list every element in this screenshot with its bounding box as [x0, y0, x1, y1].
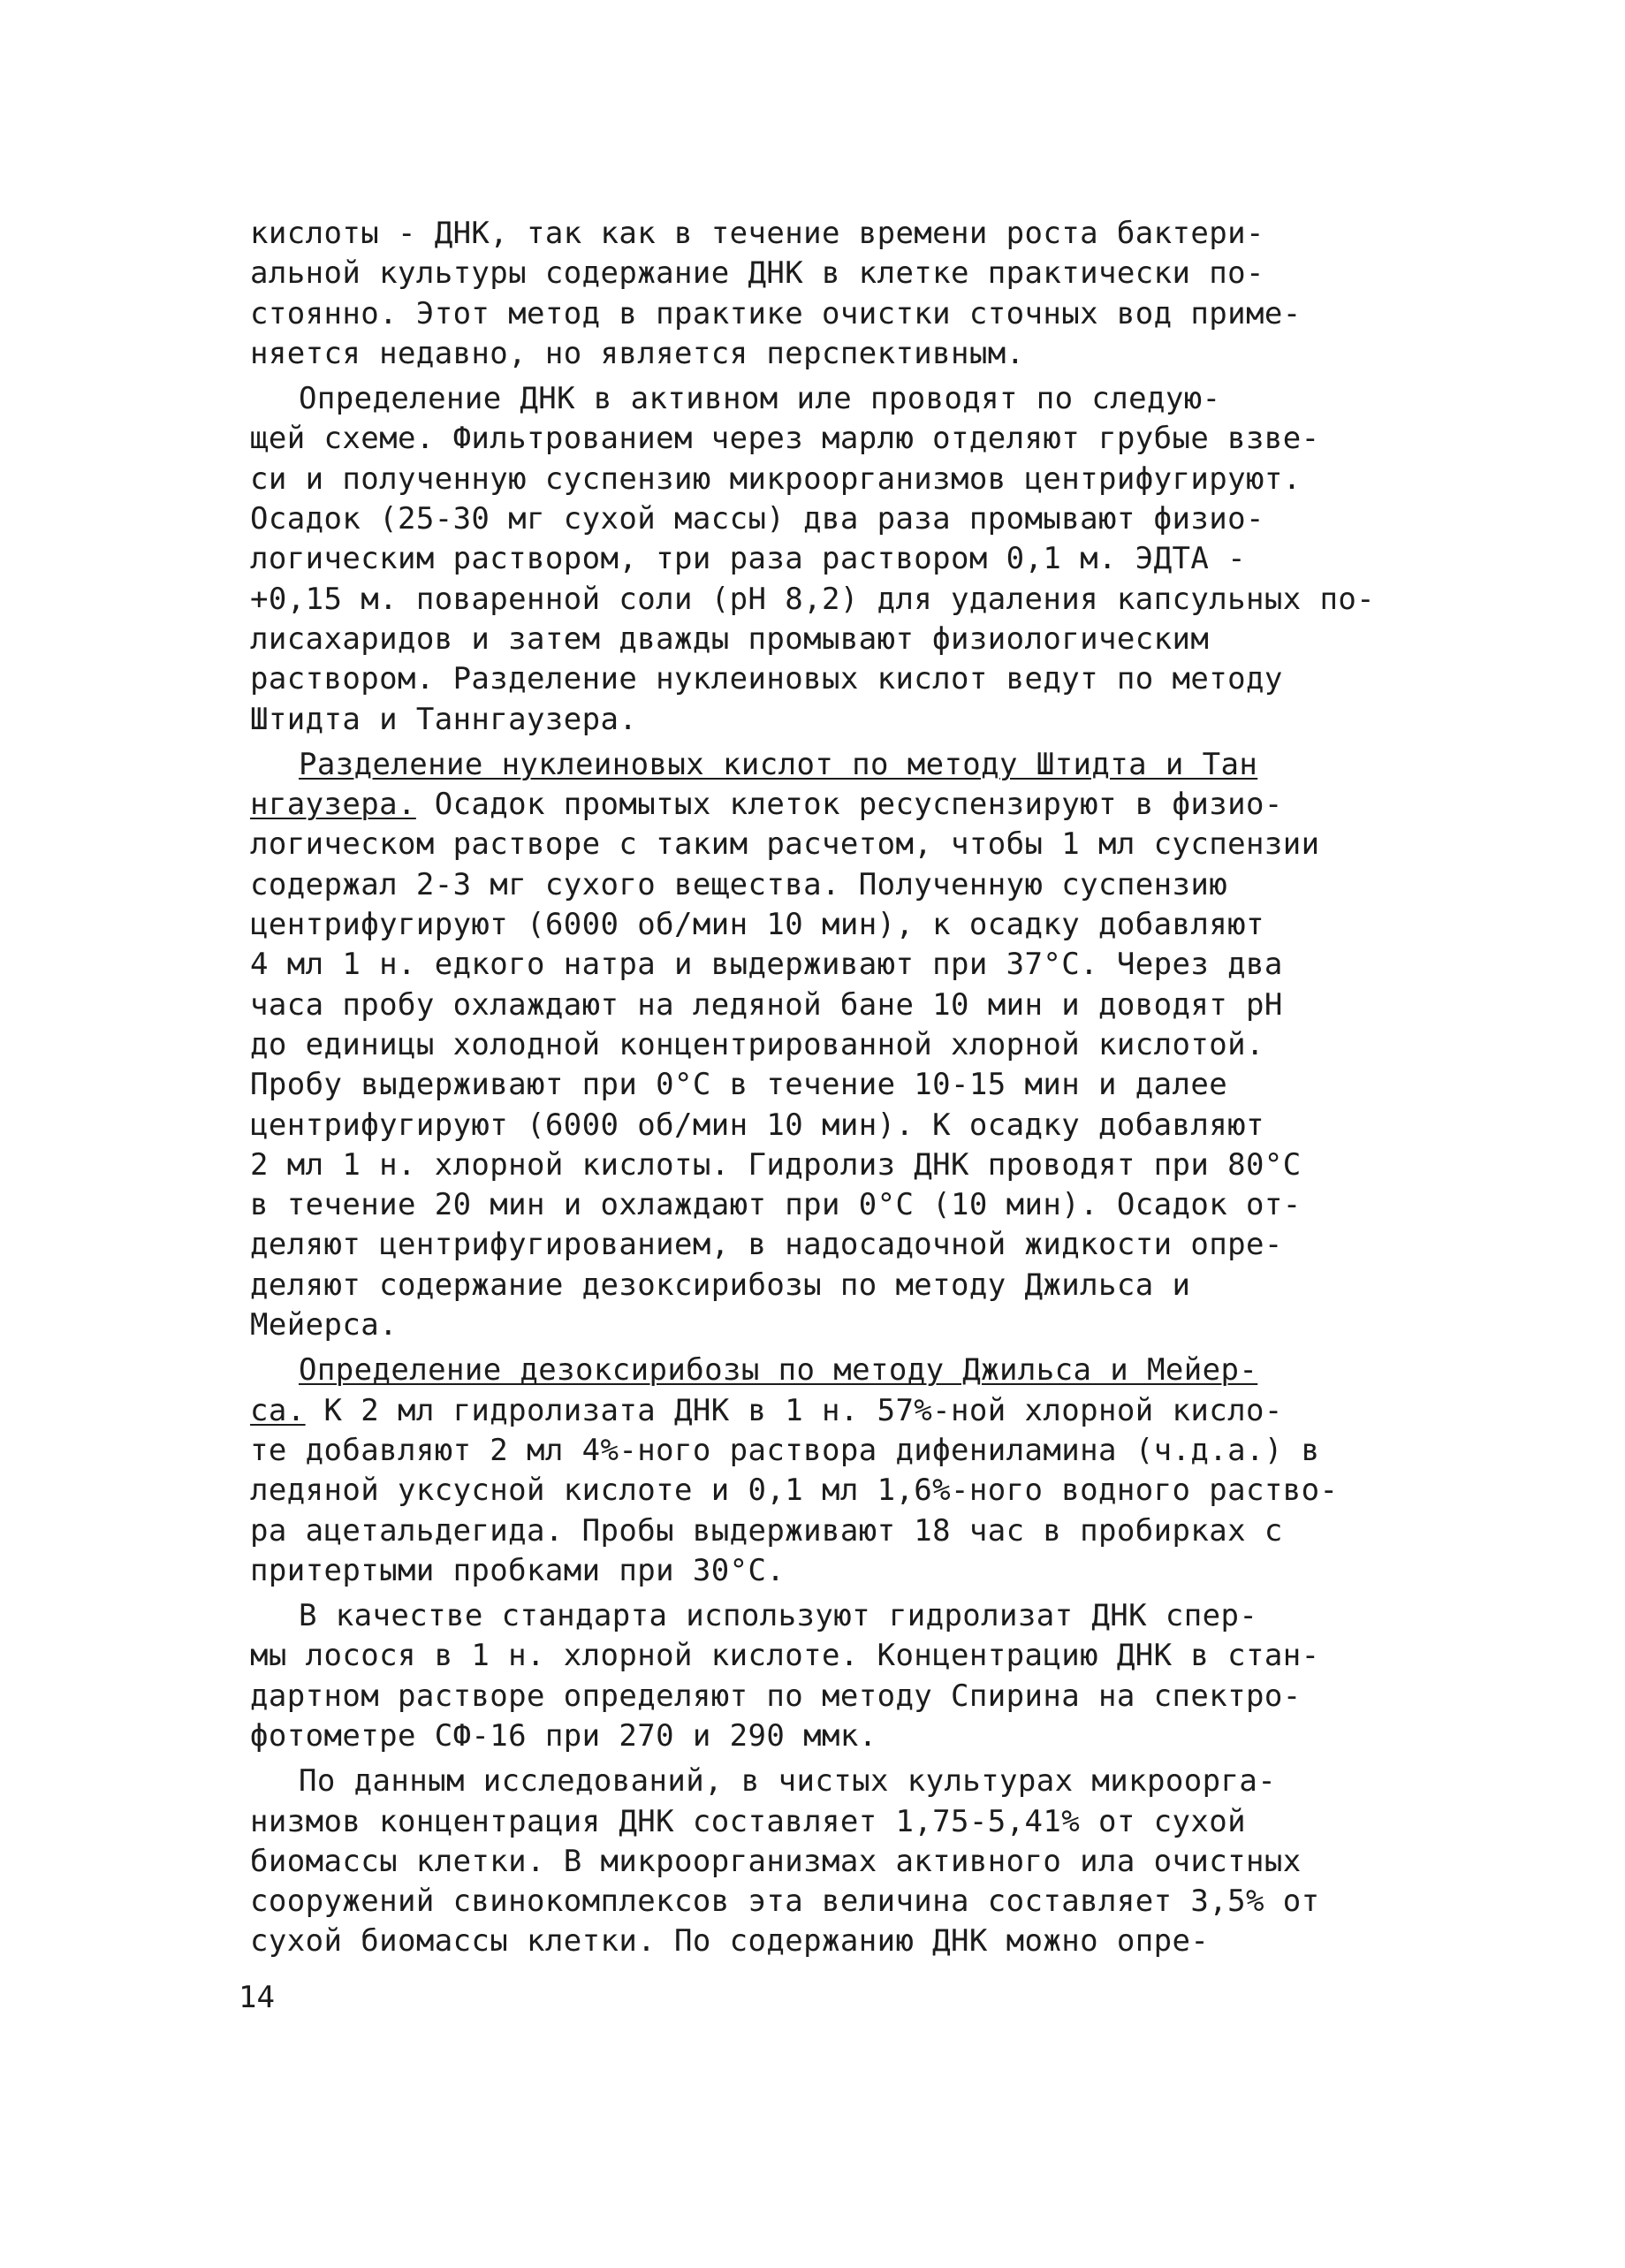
- text-line: деляют центрифугированием, в надосадочной жидкости опре-: [250, 1227, 1283, 1263]
- text-line: [250, 1391, 1390, 1431]
- text-line: деляют содержание дезоксирибозы по методу Джильса и: [250, 1267, 1191, 1303]
- paragraph-standard-solution: [250, 1596, 1390, 1756]
- text-line: притертыми пробками при 30°С.: [250, 1552, 786, 1588]
- text-line: По данным исследований, в чистых культурах микроорга-: [299, 1763, 1277, 1800]
- text-line: щей схеме. Фильтрованием через марлю отделяют грубые взве-: [250, 421, 1320, 457]
- text-line: кислоты - ДНК, так как в течение времени роста бактери-: [250, 216, 1264, 251]
- body-text: [250, 214, 1390, 1967]
- page-number: 14: [239, 1980, 275, 2015]
- section-heading: Определение дезоксирибозы по методу Джильса и Мейер-: [299, 1352, 1258, 1389]
- paragraph-dna-method-intro: [250, 214, 1390, 374]
- text-line-rest: К 2 мл гидролизата ДНК в 1 н. 57%-ной хлорной кисло-: [305, 1392, 1283, 1428]
- text-line: сухой биомассы клетки. По содержанию ДНК можно опре-: [250, 1923, 1210, 1960]
- section-heading-continuation: са.: [250, 1392, 306, 1428]
- text-line: мы лосося в 1 н. хлорной кислоте. Концентрацию ДНК в стан-: [250, 1638, 1320, 1674]
- text-line: Штидта и Таннгаузера.: [250, 701, 638, 737]
- text-line: Мейерса.: [250, 1307, 398, 1343]
- text-line: ра ацетальдегида. Пробы выдерживают 18 час в пробирках с: [250, 1512, 1283, 1549]
- text-line: содержал 2-3 мг сухого вещества. Полученную суспензию: [250, 866, 1228, 902]
- section-heading-line: [250, 1351, 1390, 1390]
- section-heading: Разделение нуклеиновых кислот по методу Штидта и Тан: [299, 746, 1258, 782]
- text-line: дартном растворе определяют по методу Спирина на спектро-: [250, 1678, 1302, 1714]
- text-line: в течение 20 мин и охлаждают при 0°С (10 мин). Осадок от-: [250, 1187, 1302, 1223]
- text-line: Определение ДНК в активном иле проводят по следую-: [299, 381, 1221, 417]
- text-line: 2 мл 1 н. хлорной кислоты. Гидролиз ДНК проводят при 80°С: [250, 1146, 1302, 1183]
- text-line: раствором. Разделение нуклеиновых кислот ведут по методу: [250, 661, 1283, 697]
- text-line: биомассы клетки. В микроорганизмах активного ила очистных: [250, 1843, 1302, 1879]
- text-line-rest: Осадок промытых клеток ресуспензируют в физио-: [415, 787, 1283, 823]
- text-line: сооружений свинокомплексов эта величина составляет 3,5% от: [250, 1884, 1320, 1920]
- text-line: низмов концентрация ДНК составляет 1,75-5,41% от сухой: [250, 1803, 1246, 1839]
- text-line: [250, 785, 1390, 825]
- text-line: логическом растворе с таким расчетом, чтобы 1 мл суспензии: [250, 826, 1320, 863]
- text-line: центрифугируют (6000 об/мин 10 мин). К осадку добавляют: [250, 1107, 1264, 1143]
- paragraph-schmidt-thannhauser-method: [250, 745, 1390, 1345]
- text-line: няется недавно, но является перспективным.: [250, 335, 1025, 371]
- text-line: +0,15 м. поваренной соли (pH 8,2) для удаления капсульных по-: [250, 581, 1376, 617]
- paragraph-dna-concentration-data: [250, 1762, 1390, 1961]
- paragraph-dische-deoxyribose-method: [250, 1351, 1390, 1591]
- text-line: альной культуры содержание ДНК в клетке практически по-: [250, 255, 1264, 292]
- text-line: часа пробу охлаждают на ледяной бане 10 мин и доводят pH: [250, 986, 1283, 1023]
- section-heading-continuation: нгаузера.: [250, 787, 416, 823]
- text-line: 4 мл 1 н. едкого натра и выдерживают при 37°С. Через два: [250, 947, 1283, 983]
- text-line: си и полученную суспензию микроорганизмов центрифугируют.: [250, 460, 1302, 497]
- text-line: стоянно. Этот метод в практике очистки сточных вод приме-: [250, 295, 1302, 331]
- text-line: Пробу выдерживают при 0°С в течение 10-15 мин и далее: [250, 1067, 1228, 1103]
- text-line: до единицы холодной концентрированной хлорной кислотой.: [250, 1026, 1264, 1062]
- text-line: ледяной уксусной кислоте и 0,1 мл 1,6%-ного водного раство-: [250, 1473, 1339, 1509]
- text-line: лисахаридов и затем дважды промывают физиологическим: [250, 620, 1210, 657]
- text-line: В качестве стандарта используют гидролизат ДНК спер-: [299, 1598, 1258, 1634]
- text-line: те добавляют 2 мл 4%-ного раствора дифениламина (ч.д.а.) в: [250, 1432, 1320, 1468]
- text-line: логическим раствором, три раза раствором 0,1 м. ЭДТА -: [250, 541, 1246, 577]
- text-line: Осадок (25-30 мг сухой массы) два раза промывают физио-: [250, 501, 1264, 537]
- text-line: фотометре СФ-16 при 270 и 290 ммк.: [250, 1717, 877, 1754]
- text-line: центрифугируют (6000 об/мин 10 мин), к осадку добавляют: [250, 907, 1264, 943]
- section-heading-line: [250, 745, 1390, 785]
- paragraph-dna-determination-scheme: [250, 379, 1390, 740]
